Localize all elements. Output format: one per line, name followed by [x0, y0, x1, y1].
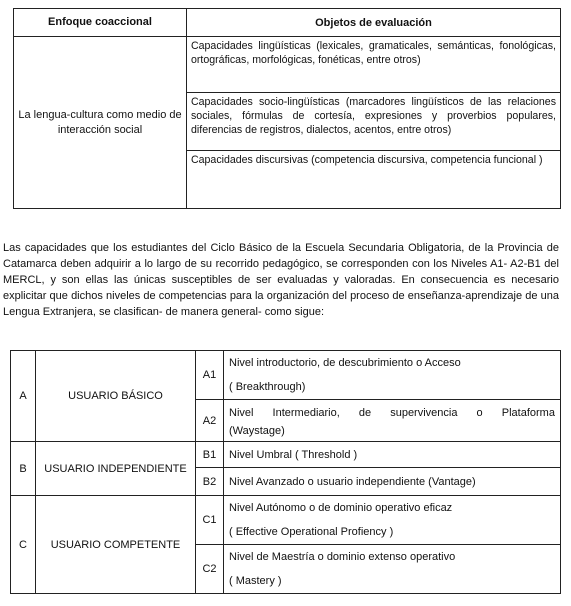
level-word: Nivel [229, 407, 254, 419]
levels-table [10, 350, 561, 594]
group-name: USUARIO BÁSICO [36, 351, 196, 442]
level-code: C1 [196, 496, 224, 545]
level-line: Nivel Umbral ( Threshold ) [229, 448, 358, 461]
level-code: C2 [196, 545, 224, 594]
level-word: de [358, 407, 372, 419]
table-row [11, 351, 561, 400]
level-word: o [476, 407, 483, 419]
group-letter: A [11, 351, 36, 442]
level-word: supervivencia [390, 407, 458, 419]
level-line: Nivel de Maestría o dominio extenso operativo [229, 551, 456, 563]
evaluation-objects-table [13, 8, 561, 209]
table-header-row [14, 9, 561, 37]
objetos-cell-sociolinguisticas [187, 93, 561, 151]
objetos-text: Capacidades socio-lingüísticas (marcadores lingüísticos de las relaciones sociales, fórmulas de cortesía, expresiones y proverbios populares, diferencias de registros, dialectos, acentos, entre otros) [191, 96, 556, 136]
objetos-cell-linguisticas [187, 37, 561, 93]
level-description [224, 545, 561, 594]
level-description [224, 400, 561, 442]
group-name: USUARIO INDEPENDIENTE [36, 442, 196, 496]
level-code: B1 [196, 442, 224, 468]
level-line: ( Breakthrough) [229, 381, 306, 393]
level-code: B2 [196, 468, 224, 496]
enfoque-cell [14, 37, 187, 209]
header-enfoque: Enfoque coaccional [14, 9, 187, 37]
header-objetos: Objetos de evaluación [187, 9, 561, 37]
body-paragraph: Las capacidades que los estudiantes del Ciclo Básico de la Escuela Secundaria Obligatoria, de la Provincia de Catamarca deben adquirir a lo largo de su recorrido pedagógico, se corresponden con los Niveles A1- A2-B1 del MERCL, y son ellas las únicas susceptibles de ser evaluadas y valoradas. En consecuencia es necesario explicitar que dichos niveles de competencias para la organización del proceso de enseñanza-aprendizaje de una Lengua Extranjera, se clasifican- de manera general- como sigue: [3, 242, 559, 318]
table-row [14, 37, 561, 93]
objetos-text: Capacidades lingüísticas (lexicales, gramaticales, semánticas, fonológicas, ortográficas, morfológicas, fonéticas, entre otros) [191, 40, 556, 66]
level-line: ( Mastery ) [229, 575, 282, 587]
level-word: Intermediario, [272, 407, 340, 419]
group-name: USUARIO COMPETENTE [36, 496, 196, 594]
table-row [11, 496, 561, 545]
level-description [224, 496, 561, 545]
level-line: Nivel Avanzado o usuario independiente (Vantage) [229, 475, 476, 488]
group-letter: C [11, 496, 36, 594]
level-line: ( Effective Operational Profiency ) [229, 526, 394, 538]
level-line: Nivel introductorio, de descubrimiento o Acceso [229, 357, 461, 369]
level-description [224, 442, 561, 468]
objetos-text: Capacidades discursivas (competencia discursiva, competencia funcional ) [191, 154, 543, 166]
table-row [11, 442, 561, 468]
level-description [224, 351, 561, 400]
level-line: Nivel Autónomo o de dominio operativo eficaz [229, 502, 453, 514]
objetos-cell-discursivas [187, 151, 561, 209]
level-description [224, 468, 561, 496]
level-line: (Waystage) [229, 425, 285, 437]
level-line-justified [229, 401, 555, 422]
enfoque-text: La lengua-cultura como medio de interacción social [18, 108, 182, 136]
level-code: A1 [196, 351, 224, 400]
group-letter: B [11, 442, 36, 496]
level-code: A2 [196, 400, 224, 442]
level-word: Plataforma [501, 407, 555, 419]
